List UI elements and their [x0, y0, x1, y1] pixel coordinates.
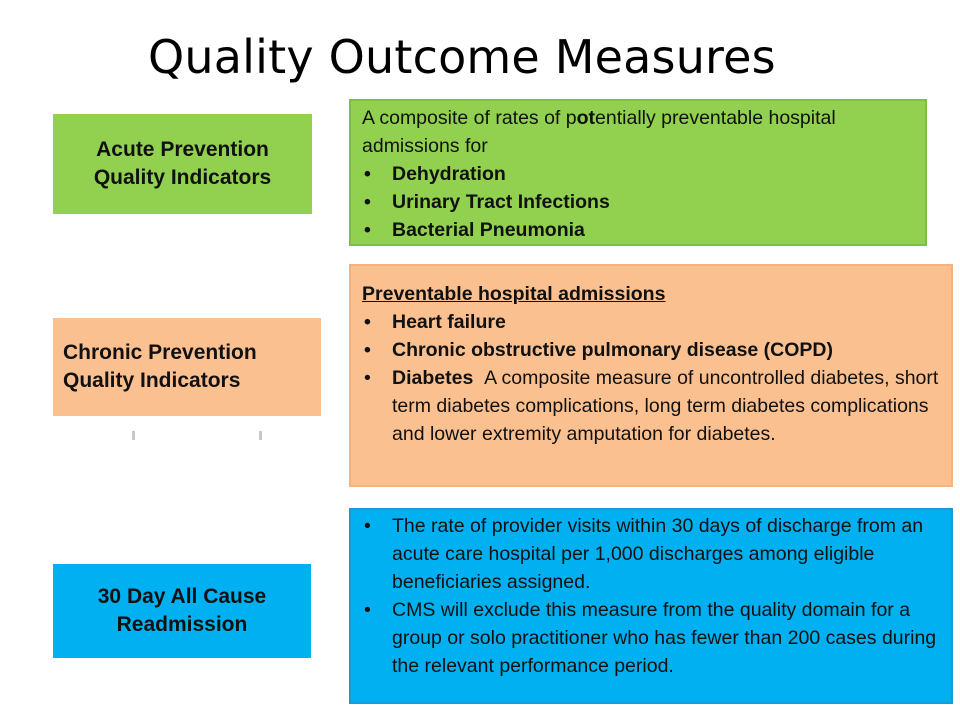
- readmission-label-line2: Readmission: [116, 613, 248, 636]
- acute-prevention-description: [349, 99, 927, 246]
- list-item: • Urinary Tract Infections: [362, 188, 915, 216]
- acute-label-line2: Quality Indicators: [93, 166, 272, 189]
- divider-mark-left: [132, 431, 135, 440]
- acute-prevention-label: [53, 114, 312, 214]
- list-item: • Heart failure: [362, 308, 941, 336]
- chronic-conditions-list: [362, 308, 941, 448]
- chronic-label-line1: Chronic Prevention: [63, 341, 257, 364]
- list-item: • CMS will exclude this measure from the quality domain for a group or solo practitioner who has fewer than 200 cases during the relevant performance period.: [362, 596, 941, 680]
- list-item: • Bacterial Pneumonia: [362, 216, 915, 244]
- readmission-description: [349, 508, 953, 704]
- chronic-prevention-label: [53, 318, 321, 416]
- slide-title: Quality Outcome Measures: [148, 30, 776, 84]
- list-item-diabetes: • Diabetes A composite measure of uncontrolled diabetes, short term diabetes complications, long term diabetes complications and lower extremity amputation for diabetes.: [362, 364, 941, 448]
- list-item: • Chronic obstructive pulmonary disease (COPD): [362, 336, 941, 364]
- readmission-list: [362, 512, 941, 680]
- acute-label-line1: Acute Prevention: [96, 138, 269, 161]
- divider-mark-right: [259, 431, 262, 440]
- acute-conditions-list: [362, 160, 915, 244]
- readmission-label-line1: 30 Day All Cause: [97, 585, 267, 608]
- chronic-heading: Preventable hospital admissions: [362, 283, 666, 305]
- chronic-prevention-description: [349, 264, 953, 487]
- list-item: • Dehydration: [362, 160, 915, 188]
- acute-intro: A composite of rates of potentially preventable hospital admissions for: [362, 107, 836, 157]
- readmission-label: [53, 564, 311, 658]
- chronic-label-line2: Quality Indicators: [63, 369, 241, 392]
- list-item: • The rate of provider visits within 30 days of discharge from an acute care hospital per 1,000 discharges among eligible beneficiaries assigned.: [362, 512, 941, 596]
